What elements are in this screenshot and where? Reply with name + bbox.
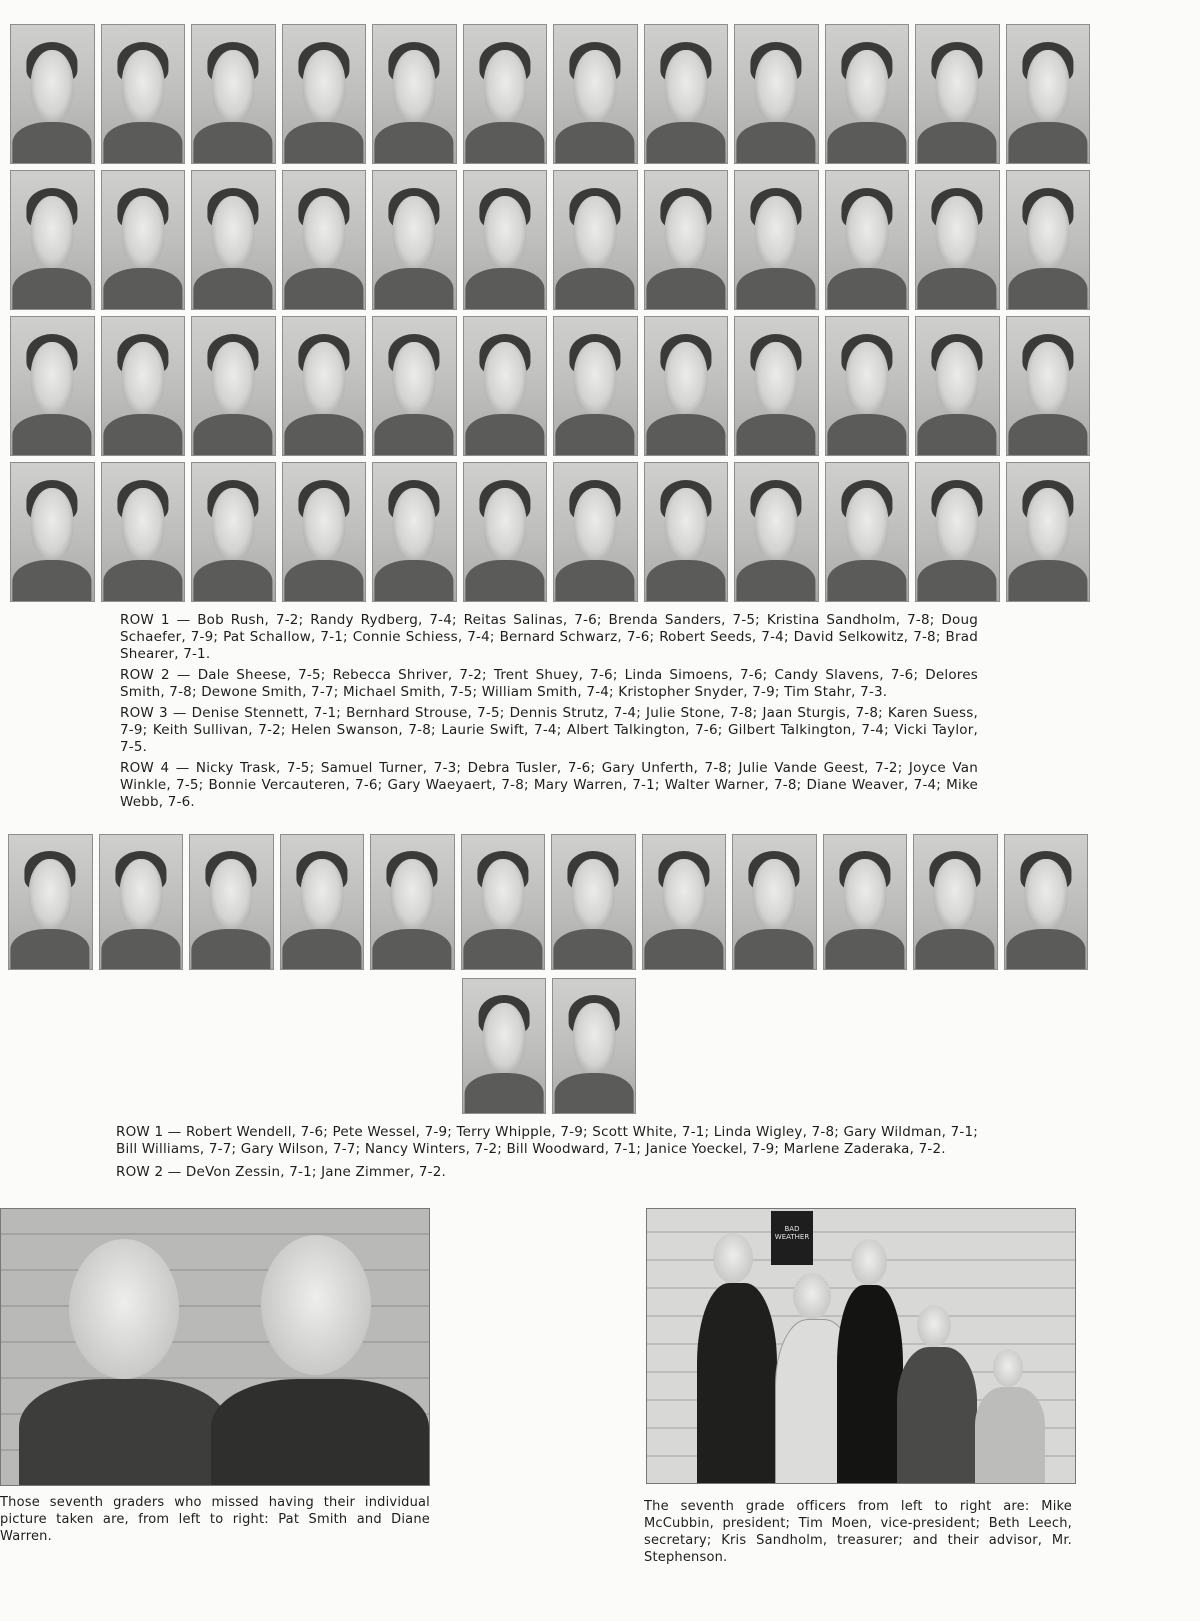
student-portrait	[191, 462, 276, 602]
student-portrait	[553, 316, 638, 456]
student-portrait	[10, 170, 95, 310]
student-portrait	[191, 24, 276, 164]
caption-section-1	[120, 612, 978, 815]
student-portrait	[282, 24, 367, 164]
caption-section-2	[116, 1124, 978, 1185]
student-portrait	[913, 834, 998, 970]
student-portrait	[823, 834, 908, 970]
caption-row-1: ROW 1 — Bob Rush, 7-2; Randy Rydberg, 7-4; Reitas Salinas, 7-6; Brenda Sanders, 7-5; Kristina Sandholm, 7-8; Doug Schaefer, 7-9; Pat Schallow, 7-1; Connie Schiess, 7-4; Bernard Schwarz, 7-6; Robert Seeds, 7-4; David Selkowitz, 7-8; Brad Shearer, 7-1.	[120, 612, 978, 662]
student-portrait	[553, 24, 638, 164]
student-portrait	[372, 316, 457, 456]
student-portrait	[1006, 24, 1091, 164]
student-portrait	[734, 462, 819, 602]
student-portrait	[915, 316, 1000, 456]
caption-row-2: ROW 2 — Dale Sheese, 7-5; Rebecca Shriver, 7-2; Trent Shuey, 7-6; Linda Simoens, 7-6; Candy Slavens, 7-6; Delores Smith, 7-8; Dewone Smith, 7-7; Michael Smith, 7-5; William Smith, 7-4; Kristopher Snyder, 7-9; Tim Stahr, 7-3.	[120, 667, 978, 700]
student-portrait	[915, 462, 1000, 602]
officer-figure	[897, 1305, 977, 1483]
student-portrait	[282, 316, 367, 456]
portrait-grid-section-2-row-2	[462, 978, 636, 1114]
missed-picture-caption: Those seventh graders who missed having their individual picture taken are, from left to right: Pat Smith and Diane Warren.	[0, 1495, 430, 1544]
student-portrait	[825, 24, 910, 164]
student-portrait	[915, 24, 1000, 164]
student-portrait	[825, 170, 910, 310]
student-portrait	[825, 462, 910, 602]
student-portrait	[825, 316, 910, 456]
student-portrait	[553, 462, 638, 602]
student-portrait	[8, 834, 93, 970]
student-portrait	[463, 462, 548, 602]
student-figure	[211, 1229, 421, 1485]
student-portrait	[463, 24, 548, 164]
student-portrait	[101, 24, 186, 164]
student-portrait	[644, 316, 729, 456]
officer-figure	[697, 1233, 777, 1483]
student-portrait	[732, 834, 817, 970]
officers-caption: The seventh grade officers from left to right are: Mike McCubbin, president; Tim Moen, vice-president; Beth Leech, secretary; Kris Sandholm, treasurer; and their advisor, Mr. Stephenson.	[644, 1499, 1072, 1565]
student-portrait	[101, 316, 186, 456]
student-portrait	[551, 834, 636, 970]
caption-row-3: ROW 3 — Denise Stennett, 7-1; Bernhard Strouse, 7-5; Dennis Strutz, 7-4; Julie Stone, 7-8; Jaan Sturgis, 7-8; Karen Suess, 7-9; Keith Sullivan, 7-2; Helen Swanson, 7-8; Laurie Swift, 7-4; Albert Talkington, 7-6; Gilbert Talkington, 7-4; Vicki Taylor, 7-5.	[120, 705, 978, 755]
student-portrait	[644, 462, 729, 602]
student-portrait	[282, 170, 367, 310]
caption-row-2: ROW 2 — DeVon Zessin, 7-1; Jane Zimmer, 7-2.	[116, 1164, 447, 1180]
caption-row-1: ROW 1 — Robert Wendell, 7-6; Pete Wessel, 7-9; Terry Whipple, 7-9; Scott White, 7-1; Linda Wigley, 7-8; Gary Wildman, 7-1; Bill Williams, 7-7; Gary Wilson, 7-7; Nancy Winters, 7-2; Bill Woodward, 7-1; Janice Yoeckel, 7-9; Marlene Zaderaka, 7-2.	[116, 1124, 979, 1157]
bad-weather-poster: BAD WEATHER	[771, 1211, 813, 1265]
officer-figure	[975, 1349, 1045, 1483]
student-portrait	[644, 170, 729, 310]
advisor-figure	[837, 1239, 903, 1483]
student-portrait	[552, 978, 636, 1114]
student-portrait	[101, 170, 186, 310]
student-portrait	[734, 316, 819, 456]
student-portrait	[461, 834, 546, 970]
student-portrait	[282, 462, 367, 602]
portrait-grid-section-1	[10, 24, 1090, 602]
student-portrait	[1004, 834, 1089, 970]
student-portrait	[734, 24, 819, 164]
portrait-grid-section-2-row-1	[8, 834, 1088, 970]
student-portrait	[734, 170, 819, 310]
student-portrait	[280, 834, 365, 970]
student-portrait	[642, 834, 727, 970]
student-portrait	[1006, 462, 1091, 602]
student-portrait	[372, 170, 457, 310]
student-portrait	[1006, 170, 1091, 310]
student-portrait	[644, 24, 729, 164]
student-portrait	[463, 170, 548, 310]
student-portrait	[915, 170, 1000, 310]
student-figure	[19, 1229, 219, 1485]
student-portrait	[101, 462, 186, 602]
missed-picture-photo	[0, 1208, 430, 1486]
student-portrait	[191, 316, 276, 456]
student-portrait	[191, 170, 276, 310]
student-portrait	[10, 316, 95, 456]
student-portrait	[462, 978, 546, 1114]
student-portrait	[370, 834, 455, 970]
officers-photo	[646, 1208, 1076, 1484]
student-portrait	[189, 834, 274, 970]
student-portrait	[463, 316, 548, 456]
student-portrait	[372, 462, 457, 602]
caption-row-4: ROW 4 — Nicky Trask, 7-5; Samuel Turner, 7-3; Debra Tusler, 7-6; Gary Unferth, 7-8; Julie Vande Geest, 7-2; Joyce Van Winkle, 7-5; Bonnie Vercauteren, 7-6; Gary Waeyaert, 7-8; Mary Warren, 7-1; Walter Warner, 7-8; Diane Weaver, 7-4; Mike Webb, 7-6.	[120, 760, 978, 810]
student-portrait	[372, 24, 457, 164]
student-portrait	[10, 462, 95, 602]
student-portrait	[99, 834, 184, 970]
student-portrait	[553, 170, 638, 310]
student-portrait	[1006, 316, 1091, 456]
student-portrait	[10, 24, 95, 164]
